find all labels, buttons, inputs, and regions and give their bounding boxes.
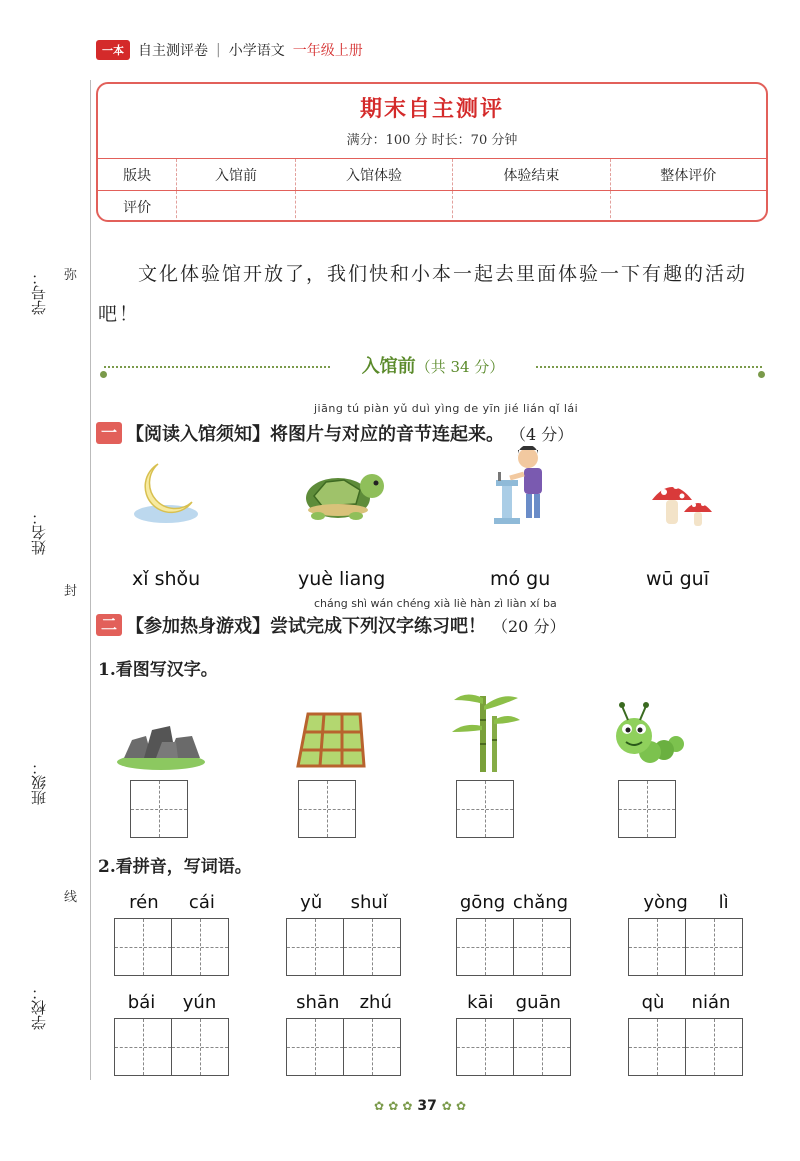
q1-pinyin: jiāng tú piàn yǔ duì yìng de yīn jié lián qǐ lái	[314, 402, 579, 415]
pinyin-syllable: rén	[129, 892, 159, 913]
writing-box[interactable]	[456, 780, 514, 838]
name-label: 姓名：	[30, 510, 48, 555]
boy-washing-icon	[488, 446, 558, 528]
pinyin-syllable: gōng	[459, 892, 506, 913]
pinyin-syllable: qù	[641, 992, 665, 1013]
writing-box[interactable]	[171, 1018, 229, 1076]
q2-number: 二	[96, 614, 122, 636]
moon-icon	[128, 456, 204, 528]
caterpillar-icon	[606, 698, 686, 772]
writing-box[interactable]	[628, 1018, 686, 1076]
sprout-icon: ✿ ✿	[441, 1099, 467, 1113]
word-group	[628, 892, 744, 976]
writing-box[interactable]	[628, 918, 686, 976]
syllable-option: wū guī	[646, 568, 710, 590]
q2-part1-instruction: 1.看图写汉字。	[98, 660, 218, 680]
page-footer	[340, 1098, 500, 1114]
intro-paragraph: 文化体验馆开放了，我们快和小本一起去里面体验一下有趣的活动吧！	[98, 263, 748, 325]
sprout-icon: ✿ ✿ ✿	[373, 1099, 413, 1113]
writing-box[interactable]	[343, 918, 401, 976]
pinyin-syllable: guān	[515, 992, 561, 1013]
eval-blank-cell	[453, 191, 610, 223]
pinyin-syllable: yòng	[643, 892, 688, 913]
word-group	[456, 892, 572, 976]
seal-word-2: 封	[64, 584, 78, 599]
grade-name: 一年级上册	[292, 43, 363, 59]
running-header	[96, 38, 363, 62]
q2-part2-instruction: 2.看拼音，写词语。	[98, 857, 252, 877]
word-group	[114, 992, 230, 1076]
writing-box[interactable]	[618, 780, 676, 838]
eval-row-label: 评价	[98, 191, 177, 223]
writing-box[interactable]	[114, 918, 172, 976]
seal-word-3: 线	[64, 890, 78, 905]
q2-score: （20 分）	[492, 616, 566, 636]
subject-name: 小学语文	[228, 43, 285, 59]
binding-line	[90, 80, 91, 1080]
writing-box[interactable]	[685, 1018, 743, 1076]
word-group	[628, 992, 744, 1076]
syllable-option: yuè liang	[298, 568, 386, 590]
eval-blank-cell	[610, 191, 766, 223]
question-2	[96, 612, 565, 638]
question-1	[96, 420, 573, 446]
pinyin-syllable: nián	[691, 992, 731, 1013]
pinyin-syllable: shuǐ	[350, 892, 388, 913]
writing-box[interactable]	[513, 1018, 571, 1076]
q1-number: 一	[96, 422, 122, 444]
pinyin-syllable: yǔ	[300, 892, 323, 913]
field-icon	[294, 708, 366, 772]
section-banner	[100, 352, 766, 380]
q2-title: 【参加热身游戏】尝试完成下列汉字练习吧！	[126, 616, 486, 637]
pinyin-syllable: kāi	[467, 992, 494, 1013]
writing-box[interactable]	[114, 1018, 172, 1076]
pinyin-syllable: lì	[718, 892, 729, 913]
writing-box[interactable]	[513, 918, 571, 976]
bamboo-icon	[448, 686, 522, 774]
pinyin-syllable: yún	[182, 992, 217, 1013]
student-no-label: 学号：	[30, 270, 48, 315]
writing-box[interactable]	[286, 918, 344, 976]
q1-score: （4 分）	[510, 424, 574, 444]
eval-header-cell: 入馆前	[177, 159, 296, 191]
exam-subtitle: 满分：100 分 时长：70 分钟	[346, 133, 518, 148]
writing-box[interactable]	[130, 780, 188, 838]
syllable-option: mó gu	[490, 568, 551, 590]
school-label: 学校：	[30, 985, 48, 1030]
mushroom-icon	[648, 474, 714, 528]
section-title: 入馆前（共 34 分）	[361, 356, 505, 377]
writing-box[interactable]	[685, 918, 743, 976]
q2-pinyin: cháng shì wán chéng xià liè hàn zì liàn xí ba	[314, 597, 557, 610]
exam-title: 期末自主测评	[359, 97, 504, 122]
writing-box[interactable]	[456, 918, 514, 976]
q1-title: 【阅读入馆须知】将图片与对应的音节连起来。	[126, 424, 504, 445]
eval-header-cell: 体验结束	[453, 159, 610, 191]
word-group	[286, 992, 402, 1076]
word-group	[286, 892, 402, 976]
writing-box[interactable]	[286, 1018, 344, 1076]
eval-header-cell: 入馆体验	[295, 159, 452, 191]
evaluation-box	[96, 82, 768, 222]
pinyin-syllable: chǎng	[512, 892, 569, 913]
pinyin-syllable: cái	[188, 892, 215, 913]
pinyin-syllable: shān	[296, 992, 340, 1013]
word-group	[114, 892, 230, 976]
writing-box[interactable]	[456, 1018, 514, 1076]
eval-blank-cell	[295, 191, 452, 223]
eval-header-cell: 版块	[98, 159, 177, 191]
class-label: 班级：	[30, 760, 48, 805]
brand-badge: 一本	[96, 40, 130, 60]
rocks-icon	[116, 712, 206, 772]
eval-header-cell: 整体评价	[610, 159, 766, 191]
turtle-icon	[298, 462, 390, 524]
binding-margin	[28, 80, 98, 1080]
writing-box[interactable]	[298, 780, 356, 838]
writing-box[interactable]	[171, 918, 229, 976]
evaluation-table	[98, 158, 766, 222]
pinyin-syllable: bái	[127, 992, 156, 1013]
eval-blank-cell	[177, 191, 296, 223]
seal-word-1: 弥	[64, 268, 78, 283]
pinyin-syllable: zhú	[359, 992, 392, 1013]
word-group	[456, 992, 572, 1076]
page-number: 37	[417, 1098, 437, 1114]
series-name: 自主测评卷	[138, 43, 208, 59]
syllable-option: xǐ shǒu	[132, 568, 201, 590]
writing-box[interactable]	[343, 1018, 401, 1076]
header-separator: |	[216, 42, 221, 58]
